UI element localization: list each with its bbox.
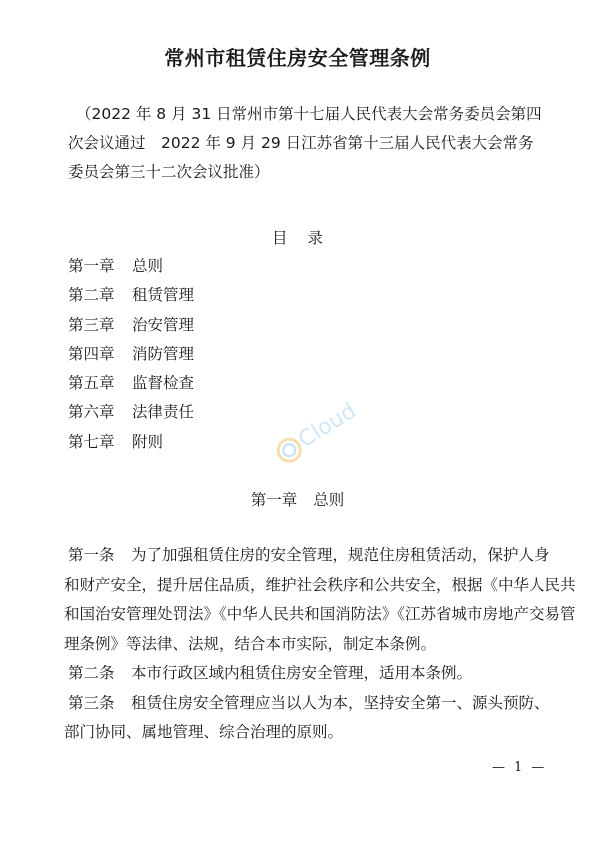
- toc-chapter-title: 监督检查: [132, 374, 195, 393]
- toc-chapter-title: 总则: [132, 257, 164, 275]
- toc-item: [68, 311, 194, 340]
- watermark-text: Cloud: [294, 398, 361, 454]
- body-text: [64, 541, 576, 748]
- toc-item: [68, 281, 194, 310]
- page-dash-right: —: [531, 760, 545, 775]
- toc-chapter-number: 第六章: [68, 403, 115, 422]
- article-text: 租赁住房安全管理应当以人为本，坚持安全第一、源头预防、: [131, 693, 550, 712]
- toc-chapter-title: 附则: [132, 432, 164, 451]
- article-line: 和财产安全，提升居住品质，维护社会秩序和公共安全，根据《中华人民共: [64, 575, 576, 594]
- toc-item: [68, 252, 194, 281]
- toc-chapter-title: 治安管理: [132, 315, 195, 334]
- toc-chapter-number: 第五章: [68, 374, 115, 393]
- toc-item: [68, 398, 194, 427]
- table-of-contents: [68, 252, 194, 457]
- meeting-note-line: （2022 年 8 月 31 日常州市第十七届人民代表大会常务委员会第四: [76, 105, 542, 123]
- toc-heading: [0, 226, 595, 248]
- article-line: [66, 541, 550, 571]
- toc-chapter-number: 第七章: [68, 432, 115, 451]
- toc-item: [68, 340, 194, 369]
- article-text: 为了加强租赁住房的安全管理，规范住房租赁活动，保护人身: [131, 546, 550, 564]
- chapter-number: 第一章: [250, 491, 298, 509]
- toc-chapter-number: 第一章: [68, 257, 115, 275]
- article-line: [66, 659, 550, 689]
- article-line: 部门协同、属地管理、综合治理的原则。: [64, 723, 344, 741]
- watermark-inner-ring-icon: [281, 442, 298, 459]
- toc-chapter-title: 租赁管理: [132, 286, 195, 305]
- chapter-title: 总则: [313, 491, 345, 509]
- toc-chapter-title: 法律责任: [132, 403, 195, 422]
- toc-item: [68, 428, 194, 457]
- toc-heading-left: 目: [271, 229, 288, 247]
- meeting-note: [68, 100, 546, 187]
- page-dash-left: —: [492, 760, 505, 775]
- article-line: 理条例》等法律、法规，结合本市实际，制定本条例。: [64, 634, 437, 653]
- toc-chapter-title: 消防管理: [132, 344, 195, 363]
- article-line: 和国治安管理处罚法》《中华人民共和国消防法》《江苏省城市房地产交易管: [64, 605, 576, 623]
- toc-heading-right: 录: [307, 229, 324, 247]
- toc-item: [68, 369, 194, 398]
- article-number: 第三条: [68, 693, 115, 712]
- toc-chapter-number: 第二章: [68, 286, 115, 305]
- toc-chapter-number: 第三章: [68, 315, 115, 334]
- article-number: 第一条: [68, 546, 115, 564]
- cloud-watermark-logo: [258, 386, 368, 466]
- article-number: 第二条: [68, 664, 115, 682]
- document-title: 常州市租赁住房安全管理条例: [164, 46, 431, 70]
- meeting-note-line: 委员会第三十二次会议批准）: [68, 163, 270, 181]
- chapter-heading: [0, 488, 595, 510]
- article-text: 本市行政区域内租赁住房安全管理，适用本条例。: [131, 664, 473, 682]
- page-number-value: 1: [514, 760, 523, 775]
- article-line: [66, 689, 550, 719]
- toc-chapter-number: 第四章: [68, 344, 115, 363]
- page-number: [492, 760, 544, 775]
- meeting-note-line: 次会议通过 2022 年 9 月 29 日江苏省第十三届人民代表大会常务: [68, 134, 534, 152]
